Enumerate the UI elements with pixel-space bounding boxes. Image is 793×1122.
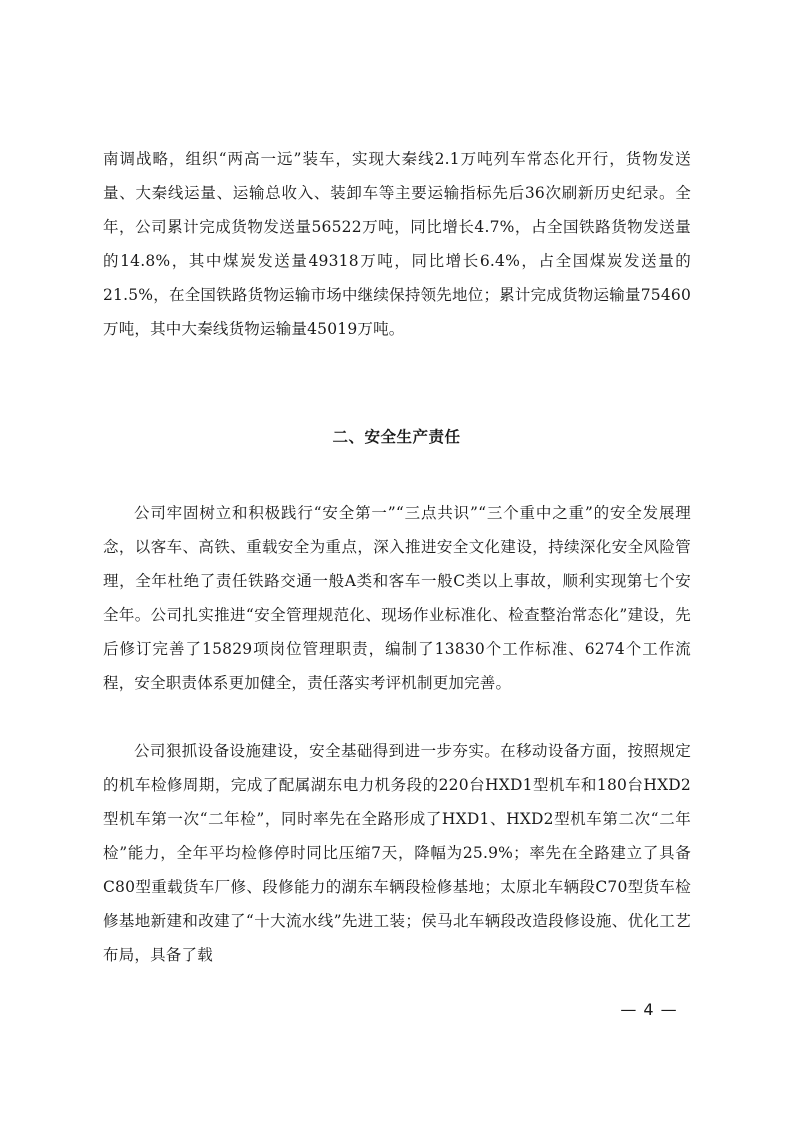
body-paragraph-2: 公司牢固树立和积极践行“安全第一”“三点共识”“三个重中之重”的安全发展理念，以客车、高铁、重载安全为重点，深入推进安全文化建设，持续深化安全风险管理，全年杜绝了责任铁路交通一般A类和客车一般C类以上事故，顺利实现第七个安全年。公司扎实推进“安全管理规范化、现场作业标准化、检查整治常态化”建设，先后修订完善了15829项岗位管理职责，编制了13830个工作标准、6274个工作流程，安全职责体系更加健全，责任落实考评机制更加完善。 bbox=[103, 504, 691, 692]
body-paragraph-1: 南调战略，组织“两高一远”装车，实现大秦线2.1万吨列车常态化开行，货物发送量、大秦线运量、运输总收入、装卸车等主要运输指标先后36次刷新历史纪录。全年，公司累计完成货物发送量56522万吨，同比增长4.7%，占全国铁路货物发送量的14.8%，其中煤炭发送量49318万吨，同比增长6.4%，占全国煤炭发送量的21.5%，在全国铁路货物运输市场中继续保持领先地位；累计完成货物运输量75460万吨，其中大秦线货物运输量45019万吨。 bbox=[103, 150, 691, 338]
page-number: — 4 — bbox=[620, 1000, 678, 1019]
body-paragraph-3: 公司狠抓设备设施建设，安全基础得到进一步夯实。在移动设备方面，按照规定的机车检修周期，完成了配属湖东电力机务段的220台HXD1型机车和180台HXD2型机车第一次“二年检”，同时率先在全路形成了HXD1、HXD2型机车第二次“二年检”能力，全年平均检修停时同比压缩7天，降幅为25.9%；率先在全路建立了具备C80型重载货车厂修、段修能力的湖东车辆段检修基地；太原北车辆段C70型货车检修基地新建和改建了“十大流水线”先进工装；侯马北车辆段改造段修设施、优化工艺布局，具备了载 bbox=[103, 742, 691, 964]
section-heading: 二、安全生产责任 bbox=[332, 428, 461, 446]
